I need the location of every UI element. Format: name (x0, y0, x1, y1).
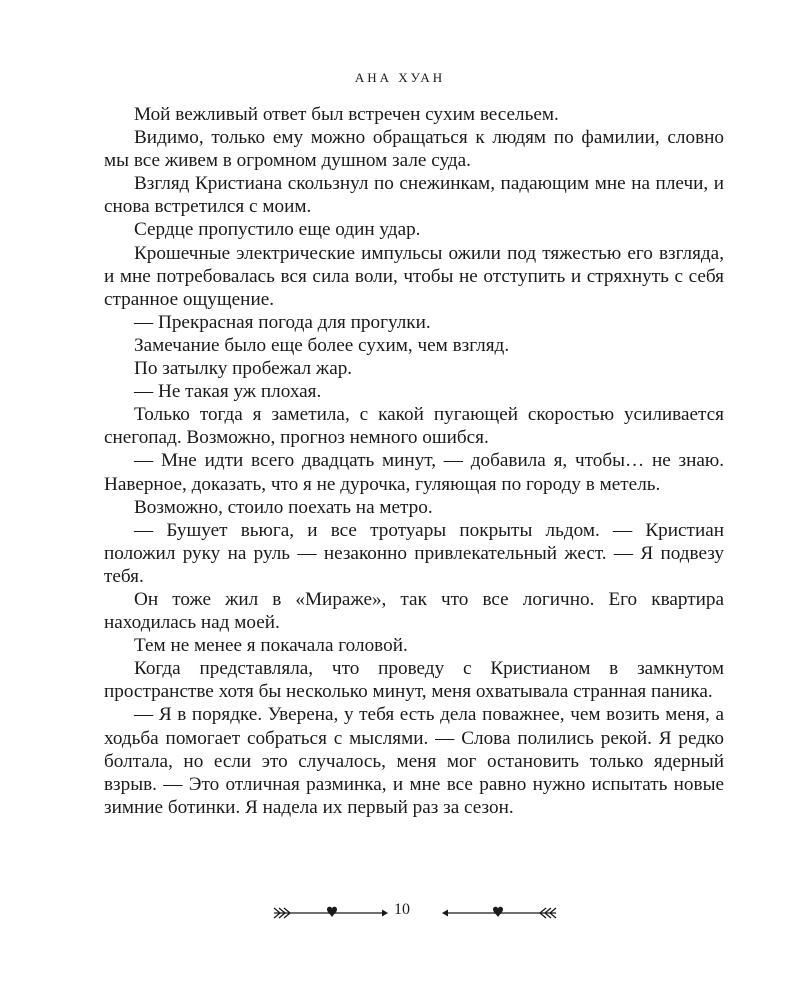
paragraph: Взгляд Кристиана скользнул по снежинкам, падающим мне на плечи, и снова встретился с моим. (104, 173, 724, 218)
paragraph: Только тогда я заметила, с какой пугающей скоростью усиливается снегопад. Возможно, прогноз немного ошибся. (104, 404, 724, 449)
paragraph: — Мне идти всего двадцать минут, — добавила я, чтобы… не знаю. Наверное, доказать, что я не дурочка, гуляющая по городу в метель. (104, 450, 724, 495)
paragraph: — Я в порядке. Уверена, у тебя есть дела поважнее, чем возить меня, а ходьба помогает собраться с мыслями. — Слова полились рекой. Я редко болтала, но если это случалось, меня мог остановить только ядерный взрыв. — Это отличная разминка, и мне все равно нужно испытать новые зимние ботинки. Я надела их первый раз за сезон. (104, 704, 724, 818)
paragraph: Сердце пропустило еще один удар. (134, 219, 421, 241)
paragraph: По затылку пробежал жар. (134, 358, 353, 380)
paragraph: Возможно, стоило поехать на метро. (134, 496, 433, 518)
running-head: АНА ХУАН (354, 70, 446, 85)
paragraph: Крошечные электрические импульсы ожили под тяжестью его взгляда, и мне потребовалась вся сила воли, чтобы не отступить и стряхнуть с себя странное ощущение. (104, 242, 724, 310)
paragraph: Видимо, только ему можно обращаться к людям по фамилии, словно мы все живем в огромном душном зале суда. (104, 127, 724, 172)
arrow-heart-ornament-right-icon (440, 899, 560, 927)
page-number: 10 (394, 901, 410, 918)
paragraph: — Прекрасная погода для прогулки. (134, 311, 431, 333)
paragraph: Он тоже жил в «Мираже», так что все логично. Его квартира находилась над моей. (104, 588, 724, 634)
arrow-heart-ornament-left-icon (270, 899, 390, 927)
paragraph: — Бушует вьюга, и все тротуары покрыты льдом. — Кристиан положил руку на руль — незаконно привлекательный жест. — Я подвезу тебя. (104, 519, 724, 587)
page-footer (0, 899, 800, 927)
paragraph: — Не такая уж плохая. (134, 381, 322, 403)
body-text (104, 103, 724, 819)
paragraph: Замечание было еще более сухим, чем взгляд. (134, 334, 510, 356)
paragraph: Когда представляла, что проведу с Кристианом в замкнутом пространстве хотя бы несколько минут, меня охватывала странная паника. (104, 658, 724, 703)
paragraph: Тем не менее я покачала головой. (134, 635, 408, 657)
paragraph: Мой вежливый ответ был встречен сухим весельем. (134, 104, 559, 125)
